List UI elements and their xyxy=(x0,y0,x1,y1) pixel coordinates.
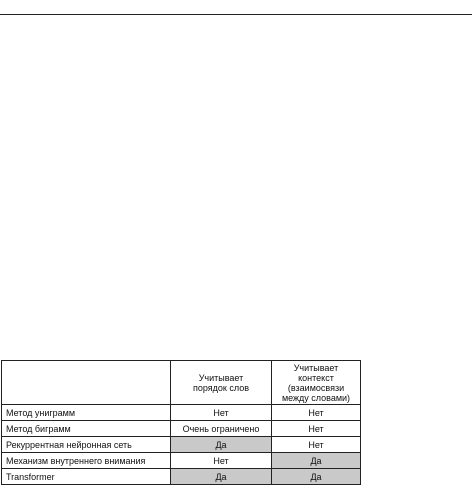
table-row xyxy=(2,437,361,453)
header-word-order-line1: Учитывает xyxy=(198,372,244,383)
context-cell: Да xyxy=(272,453,361,469)
method-name-cell: Механизм внутреннего внимания xyxy=(2,453,171,469)
context-cell: Нет xyxy=(272,437,361,453)
table-row xyxy=(2,453,361,469)
word-order-cell: Нет xyxy=(171,405,272,421)
header-context-line1: Учитывает xyxy=(293,362,339,373)
comparison-table xyxy=(1,360,361,485)
table-header-row xyxy=(2,361,361,405)
method-name-cell: Transformer xyxy=(2,469,171,485)
context-cell: Да xyxy=(272,469,361,485)
header-word-order-line2: порядок слов xyxy=(193,382,249,393)
header-word-order xyxy=(171,361,272,405)
method-name-cell: Метод униграмм xyxy=(2,405,171,421)
method-name-cell: Метод биграмм xyxy=(2,421,171,437)
header-context-line3: (взаимосвязи xyxy=(287,382,345,393)
word-order-cell: Да xyxy=(171,469,272,485)
header-context-line2: контекст xyxy=(298,372,334,383)
word-order-cell: Да xyxy=(171,437,272,453)
page-header-rule xyxy=(0,14,472,15)
table-body xyxy=(2,405,361,485)
header-context-line4: между словами) xyxy=(281,392,351,403)
word-order-cell: Очень ограничено xyxy=(171,421,272,437)
header-empty-cell xyxy=(2,361,171,405)
method-name-cell: Рекуррентная нейронная сеть xyxy=(2,437,171,453)
word-order-cell: Нет xyxy=(171,453,272,469)
table-row xyxy=(2,421,361,437)
context-cell: Нет xyxy=(272,405,361,421)
context-cell: Нет xyxy=(272,421,361,437)
header-context xyxy=(272,361,361,405)
table-row xyxy=(2,469,361,485)
table-row xyxy=(2,405,361,421)
